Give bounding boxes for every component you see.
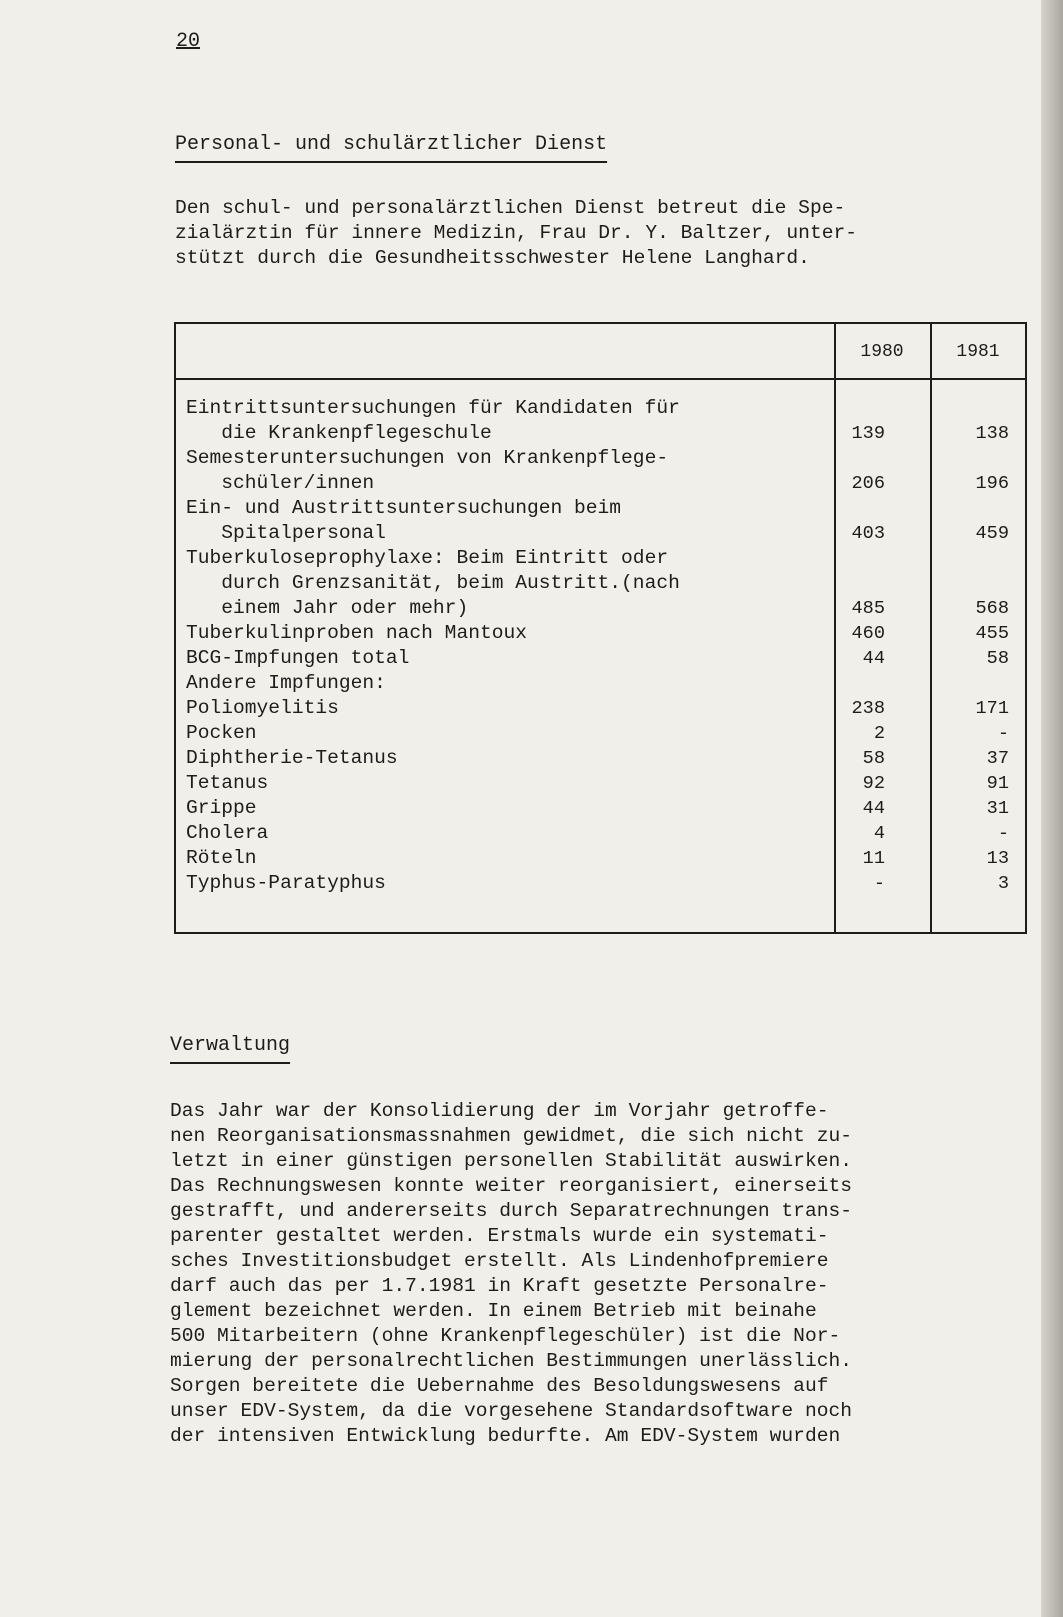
row-label: Cholera: [186, 822, 269, 844]
value-1981: 91: [986, 773, 1009, 794]
row-label: Tetanus: [186, 772, 269, 794]
value-1980: 460: [851, 623, 885, 644]
table-row: [176, 546, 1025, 621]
section-heading-verwaltung: Verwaltung: [170, 1034, 291, 1057]
value-1981: -: [997, 823, 1009, 844]
value-1980: -: [873, 873, 885, 894]
value-1980: 485: [851, 598, 885, 619]
table-row: [176, 696, 1025, 721]
value-1981: 171: [975, 698, 1009, 719]
table-body: [176, 396, 1025, 896]
row-label: Tuberkulinproben nach Mantoux: [186, 622, 527, 644]
value-1980: 139: [851, 423, 885, 444]
value-1981: 455: [975, 623, 1009, 644]
table-row: [176, 721, 1025, 746]
table-row: [176, 671, 1025, 696]
table-row: [176, 821, 1025, 846]
table-row: [176, 396, 1025, 446]
table-row: [176, 496, 1025, 546]
row-label: Ein- und Austrittsuntersuchungen beim Spitalpersonal: [186, 497, 622, 544]
row-label: BCG-Impfungen total: [186, 647, 410, 669]
statistics-table: [174, 322, 1027, 934]
value-1980: 403: [851, 523, 885, 544]
row-label: Röteln: [186, 847, 257, 869]
value-1981: -: [997, 723, 1009, 744]
column-header-1981: 1981: [956, 342, 1000, 362]
value-1980: 2: [873, 723, 885, 744]
row-label: Pocken: [186, 722, 257, 744]
row-label: Eintrittsuntersuchungen für Kandidaten für die Krankenpflegeschule: [186, 397, 680, 444]
table-row: [176, 621, 1025, 646]
value-1981: 3: [997, 873, 1009, 894]
table-header-divider: [176, 378, 1025, 380]
row-label: Tuberkuloseprophylaxe: Beim Eintritt oder durch Grenzsanität, beim Austritt.(nach einem Jahr oder mehr): [186, 547, 680, 619]
page-edge: [1041, 0, 1063, 1617]
table-row: [176, 646, 1025, 671]
value-1981: 31: [986, 798, 1009, 819]
section-intro-paragraph: Den schul- und personalärztlichen Dienst betreut die Spe- zialärztin für innere Medizin, Frau Dr. Y. Baltzer, unter- stützt durch die Gesundheitsschwester Helene Langhard.: [175, 197, 857, 269]
value-1980: 238: [851, 698, 885, 719]
row-label: Grippe: [186, 797, 257, 819]
value-1981: 196: [975, 473, 1009, 494]
value-1980: 92: [862, 773, 885, 794]
value-1981: 138: [975, 423, 1009, 444]
table-row: [176, 446, 1025, 496]
row-label: Andere Impfungen:: [186, 672, 386, 694]
value-1980: 44: [862, 648, 885, 669]
table-row: [176, 796, 1025, 821]
column-header-1980: 1980: [860, 342, 904, 362]
section-heading-personal: Personal- und schulärztlicher Dienst: [175, 133, 608, 156]
value-1981: 37: [986, 748, 1009, 769]
section-body-verwaltung: Das Jahr war der Konsolidierung der im Vorjahr getroffe- nen Reorganisationsmassnahmen gewidmet, die sich nicht zu- letzt in einer günstigen personellen Stabilität auswirken. Das Rechnungswesen konnte weiter reorganisiert, einerseits gestrafft, und andererseits durch Separatrechnungen trans- parenter gestaltet werden. Erstmals wurde ein systemati- sches Investitionsbudget erstellt. Als Lindenhofpremiere darf auch das per 1.7.1981 in Kraft gesetzte Personalre- glement bezeichnet werden. In einem Betrieb mit beinahe 500 Mitarbeitern (ohne Krankenpflegeschüler) ist die Nor- mierung der personalrechtlichen Bestimmungen unerlässlich. Sorgen bereitete die Uebernahme des Besoldungswesens auf unser EDV-System, da die vorgesehene Standardsoftware noch der intensiven Entwicklung bedurfte. Am EDV-System wurden: [170, 1100, 852, 1447]
value-1981: 58: [986, 648, 1009, 669]
value-1980: 58: [862, 748, 885, 769]
row-label: Diphtherie-Tetanus: [186, 747, 398, 769]
row-label: Typhus-Paratyphus: [186, 872, 386, 894]
table-row: [176, 746, 1025, 771]
value-1980: 11: [862, 848, 885, 869]
row-label: Semesteruntersuchungen von Krankenpflege- schüler/innen: [186, 447, 669, 494]
table-row: [176, 846, 1025, 871]
row-label: Poliomyelitis: [186, 697, 339, 719]
value-1980: 44: [862, 798, 885, 819]
value-1981: 568: [975, 598, 1009, 619]
value-1980: 206: [851, 473, 885, 494]
value-1981: 459: [975, 523, 1009, 544]
value-1981: 13: [986, 848, 1009, 869]
table-row: [176, 771, 1025, 796]
page-number: 20: [176, 30, 201, 53]
table-row: [176, 871, 1025, 896]
value-1980: 4: [873, 823, 885, 844]
